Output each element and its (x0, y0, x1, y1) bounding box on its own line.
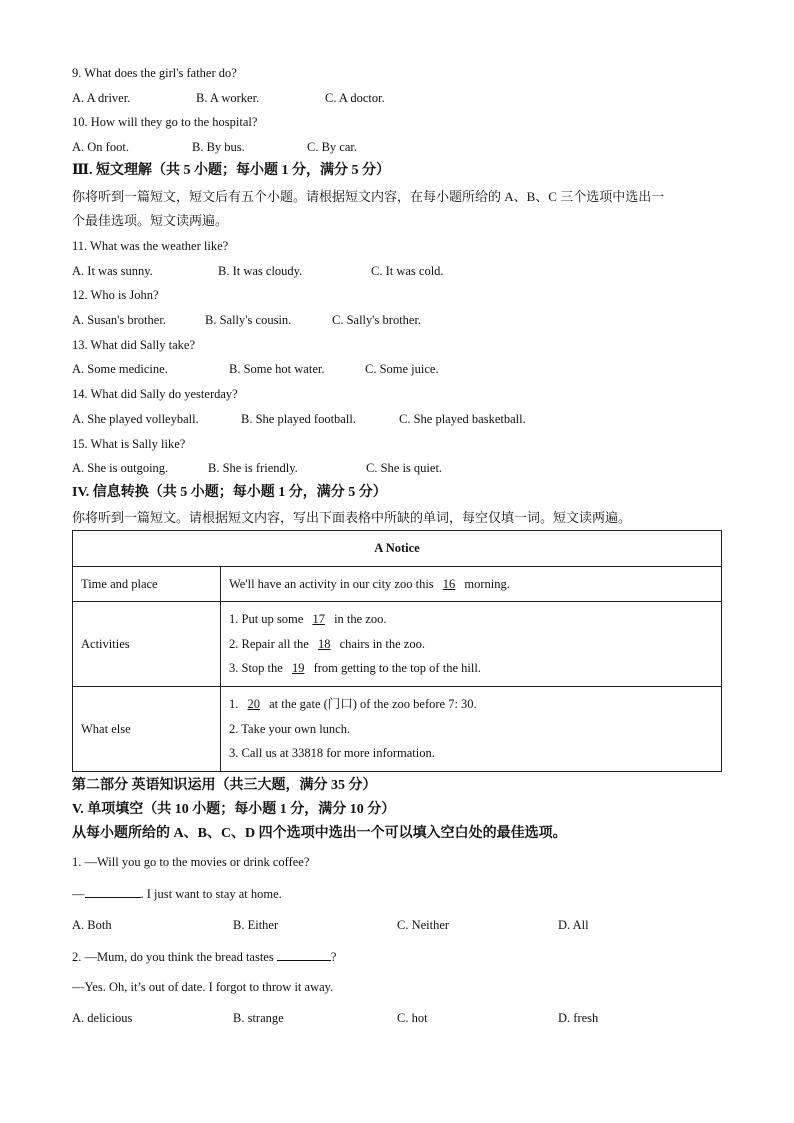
section-5-instructions: 从每小题所给的 A、B、C、D 四个选项中选出一个可以填入空白处的最佳选项。 (72, 826, 567, 841)
q1-answer-blank[interactable] (85, 885, 141, 898)
section-4-instructions: 你将听到一篇短文。请根据短文内容，写出下面表格中所缺的单词，每空仅填一词。短文读两遍。 (72, 510, 632, 525)
else-1-after: at the gate (门口) of the zoo before 7: 30. (269, 697, 477, 712)
q14-option-b: B. She played football. (241, 412, 356, 426)
activity-1-after: in the zoo. (334, 612, 387, 627)
q9-option-b: B. A worker. (196, 91, 260, 105)
part-2-heading: 第二部分 英语知识运用（共三大题，满分 35 分） (72, 778, 377, 793)
time-text-after: morning. (464, 576, 510, 591)
activity-2-before: 2. Repair all the (229, 636, 309, 651)
mc-q2-option-b: B. strange (233, 1011, 284, 1025)
row-label-time-and-place: Time and place (73, 567, 221, 602)
q13-option-a: A. Some medicine. (72, 362, 168, 376)
q15-option-a: A. She is outgoing. (72, 461, 169, 475)
q1-line2-text: . I just want to stay at home. (140, 887, 282, 901)
mc-q1-option-c: C. Neither (397, 918, 450, 932)
mc-q2-option-a: A. delicious (72, 1011, 133, 1025)
q9-option-a: A. A driver. (72, 91, 131, 105)
q14-option-a: A. She played volleyball. (72, 412, 199, 426)
question-11: 11. What was the weather like? (72, 239, 229, 253)
q10-option-b: B. By bus. (192, 140, 245, 154)
mc-q1-option-d: D. All (558, 918, 589, 932)
q10-option-a: A. On foot. (72, 140, 129, 154)
q9-option-c: C. A doctor. (325, 91, 385, 105)
section-3-instructions-line2: 个最佳选项。短文读两遍。 (72, 213, 229, 228)
blank-16[interactable]: 16 (442, 576, 456, 591)
question-10: 10. How will they go to the hospital? (72, 115, 258, 129)
else-1 (229, 692, 713, 717)
q2-answer-blank[interactable] (277, 948, 331, 961)
blank-19[interactable]: 19 (291, 661, 305, 676)
row-label-activities: Activities (73, 602, 221, 687)
q2-question-mark: ? (330, 950, 337, 964)
activity-1 (229, 607, 713, 632)
row-content-what-else (221, 687, 722, 772)
blank-18[interactable]: 18 (317, 636, 331, 651)
notice-title: A Notice (73, 531, 722, 567)
time-text-before: We'll have an activity in our city zoo this (229, 576, 434, 591)
question-13: 13. What did Sally take? (72, 338, 196, 352)
activity-3-before: 3. Stop the (229, 661, 283, 676)
question-14: 14. What did Sally do yesterday? (72, 387, 238, 401)
row-content-time-and-place (221, 567, 722, 602)
notice-table (72, 530, 722, 772)
blank-17[interactable]: 17 (312, 612, 325, 627)
activity-2-after: chairs in the zoo. (339, 636, 425, 651)
section-5-heading: V. 单项填空（共 10 小题；每小题 1 分，满分 10 分） (72, 802, 396, 817)
q11-option-c: C. It was cold. (371, 264, 444, 278)
else-3: 3. Call us at 33818 for more information. (229, 746, 435, 761)
activity-3 (229, 656, 713, 681)
section-3-heading: Ⅲ. 短文理解（共 5 小题；每小题 1 分，满分 5 分） (72, 163, 391, 178)
question-9: 9. What does the girl's father do? (72, 66, 237, 80)
mc-q1-option-a: A. Both (72, 918, 112, 932)
q12-option-b: B. Sally's cousin. (205, 313, 292, 327)
mc-q2-option-d: D. fresh (558, 1011, 599, 1025)
section-3-instructions-line1: 你将听到一篇短文，短文后有五个小题。请根据短文内容，在每小题所给的 A、B、C 三个选项中选出一 (72, 189, 665, 204)
q14-option-c: C. She played basketball. (399, 412, 526, 426)
q12-option-c: C. Sally's brother. (332, 313, 422, 327)
blank-20[interactable]: 20 (247, 697, 260, 712)
q13-option-c: C. Some juice. (365, 362, 439, 376)
q11-option-b: B. It was cloudy. (218, 264, 303, 278)
q11-option-a: A. It was sunny. (72, 264, 153, 278)
q15-option-b: B. She is friendly. (208, 461, 298, 475)
section-4-heading: IV. 信息转换（共 5 小题；每小题 1 分，满分 5 分） (72, 485, 387, 500)
mc-question-2-line2: —Yes. Oh, it’s out of date. I forgot to throw it away. (72, 980, 334, 994)
activity-2 (229, 632, 713, 657)
question-12: 12. Who is John? (72, 288, 159, 302)
activity-3-after: from getting to the top of the hill. (313, 661, 481, 676)
mc-question-1-line1: 1. —Will you go to the movies or drink coffee? (72, 855, 310, 869)
mc-q2-option-c: C. hot (397, 1011, 428, 1025)
activity-1-before: 1. Put up some (229, 612, 304, 627)
else-1-before: 1. (229, 697, 239, 712)
q13-option-b: B. Some hot water. (229, 362, 325, 376)
mc-question-1-line2 (72, 885, 282, 902)
q12-option-a: A. Susan's brother. (72, 313, 166, 327)
question-15: 15. What is Sally like? (72, 437, 186, 451)
row-content-activities (221, 602, 722, 687)
q10-option-c: C. By car. (307, 140, 357, 154)
else-2: 2. Take your own lunch. (229, 721, 351, 736)
mc-q1-option-b: B. Either (233, 918, 279, 932)
row-label-what-else: What else (73, 687, 221, 772)
q15-option-c: C. She is quiet. (366, 461, 443, 475)
q1-dash: — (72, 887, 85, 901)
mc-question-2-line1 (72, 948, 336, 965)
q2-line1-text: 2. —Mum, do you think the bread tastes (72, 950, 274, 964)
